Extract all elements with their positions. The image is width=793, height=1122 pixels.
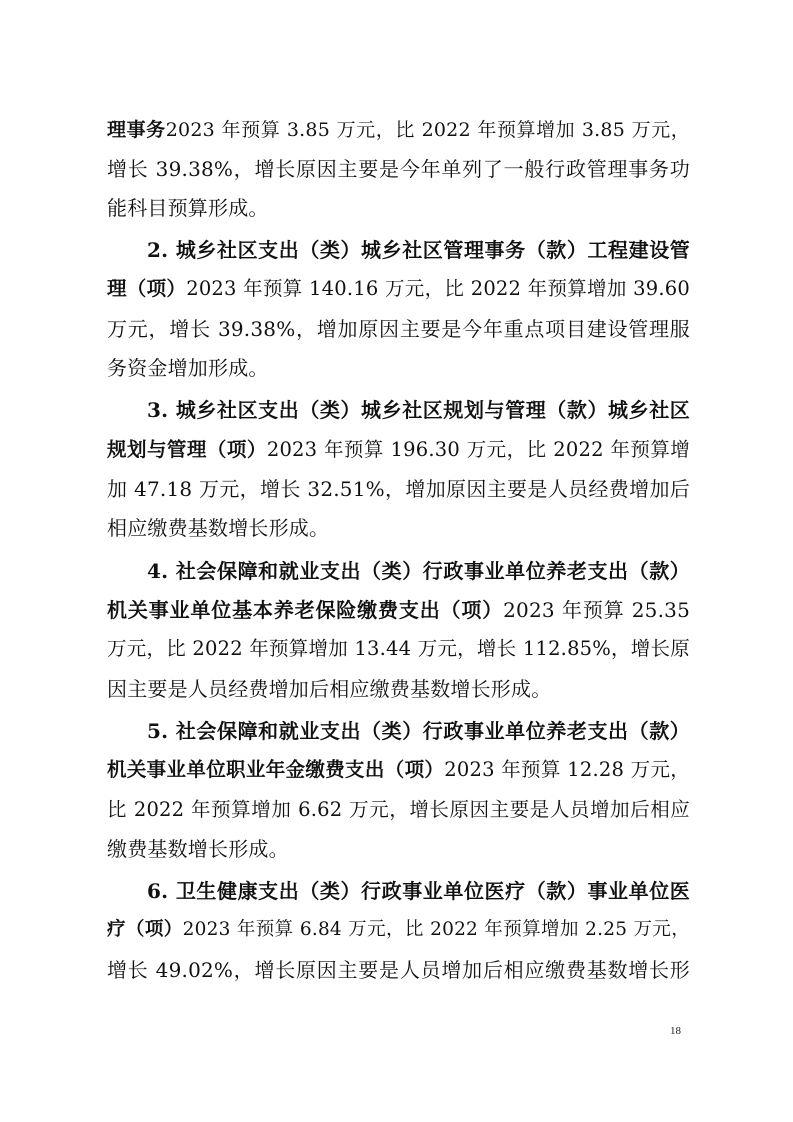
text-line [107,752,690,788]
body-text: 务资金增加形成。 [107,356,269,380]
text-line [107,311,690,347]
bold-heading: 4. 社会保障和就业支出（类）行政事业单位养老支出（款） [147,559,690,583]
bold-heading: 机关事业单位职业年金缴费支出（项） [107,758,445,781]
text-line [107,471,690,507]
body-text: 2023 年预算 12.28 万元， [444,758,690,781]
body-text: 2023 年预算 6.84 万元，比 2022 年预算增加 2.25 万元， [182,919,690,940]
body-text: 增长 49.02%，增长原因主要是人员增加后相应缴费基数增长形 [107,958,690,982]
bold-heading: 6. 卫生健康支出（类）行政事业单位医疗（款）事业单位医 [147,879,690,903]
bold-heading: 疗（项） [107,919,183,940]
body-text: 2023 年预算 140.16 万元，比 2022 年预算增加 39.60 [186,277,690,300]
body-text: 万元，比 2022 年预算增加 13.44 万元，增长 112.85%，增长原 [107,637,690,660]
text-line [107,912,690,948]
bold-heading: 机关事业单位基本养老保险缴费支出（项） [107,598,504,622]
text-line [107,952,690,988]
bold-heading: 理事务 [107,119,166,141]
text-line [107,792,690,828]
text-line [147,713,690,749]
body-text: 增长 39.38%，增长原因主要是今年单列了一般行政管理事务功 [107,157,690,181]
body-text: 2023 年预算 196.30 万元，比 2022 年预算增 [266,438,690,461]
bold-heading: 2. 城乡社区支出（类）城乡社区管理事务（款）工程建设管 [147,238,690,262]
bold-heading: 3. 城乡社区支出（类）城乡社区规划与管理（款）城乡社区 [147,398,690,422]
body-text: 相应缴费基数增长形成。 [107,516,330,540]
text-line [107,831,690,867]
text-line [107,631,690,667]
text-line [107,510,690,546]
text-line [107,592,690,628]
body-text: 2023 年预算 25.35 [503,598,690,622]
text-line [107,671,690,707]
text-line [107,151,690,187]
text-line [107,350,690,386]
text-line [147,553,690,589]
text-line [107,112,690,148]
bold-heading: 规划与管理（项） [107,438,267,461]
bold-heading: 5. 社会保障和就业支出（类）行政事业单位养老支出（款） [147,719,690,743]
text-line [147,392,690,428]
bold-heading: 理（项） [107,277,187,300]
body-text: 2023 年预算 3.85 万元，比 2022 年预算增加 3.85 万元， [165,119,690,141]
text-line [107,432,690,468]
text-line [107,190,690,226]
page-number: 18 [670,1025,681,1037]
body-text: 缴费基数增长形成。 [107,837,289,861]
body-text: 比 2022 年预算增加 6.62 万元，增长原因主要是人员增加后相应 [107,798,690,821]
text-line [147,873,690,909]
body-text: 万元，增长 39.38%，增加原因主要是今年重点项目建设管理服 [107,317,690,341]
text-line [147,232,690,268]
body-text: 加 47.18 万元，增长 32.51%，增加原因主要是人员经费增加后 [107,477,690,501]
text-line [107,271,690,307]
body-text: 因主要是人员经费增加后相应缴费基数增长形成。 [107,677,552,701]
body-text: 能科目预算形成。 [107,196,269,220]
